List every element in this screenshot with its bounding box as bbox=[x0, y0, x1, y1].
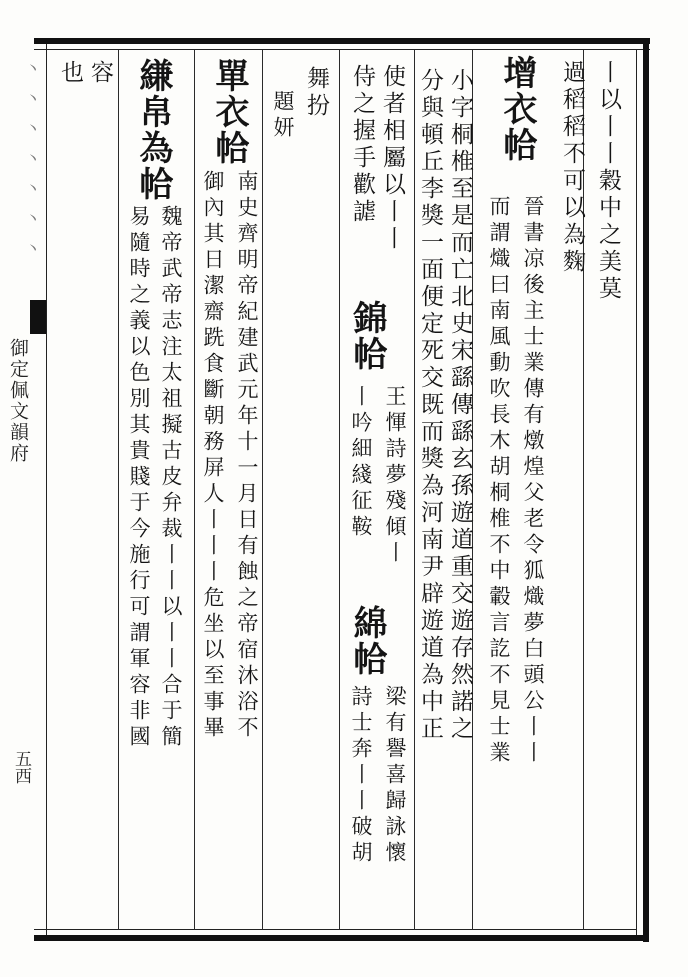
book-title: 御定佩文韻府 bbox=[7, 338, 29, 464]
text-column-5: 小字桐椎至是而亡北史宋繇傳繇玄孫遊道重交遊存然諾之 bbox=[447, 68, 473, 743]
frame-right-border bbox=[643, 38, 649, 942]
text-column-11: 南史齊明帝紀建武元年十一月日有蝕之帝宿沐浴不 bbox=[235, 170, 259, 742]
text-column-1: 丨以丨丨穀中之美莫 bbox=[595, 60, 621, 303]
entry-heading-4: 單衣帢 bbox=[209, 58, 249, 166]
text-column-7: 使者相屬以丨丨 bbox=[379, 64, 405, 253]
text-column-3: 晉書凉後主士業傳有燉煌父老令狐熾夢白頭公丨丨 bbox=[521, 195, 545, 767]
text-column-16: 也 bbox=[57, 60, 83, 87]
column-rule bbox=[414, 50, 415, 930]
text-column-9: 舞扮 bbox=[303, 66, 329, 120]
column-rule bbox=[339, 50, 340, 930]
frame-right-inner bbox=[636, 49, 637, 936]
frame-top-inner bbox=[34, 49, 650, 50]
frame-bottom-inner bbox=[34, 929, 636, 930]
entry-heading-3: 綿帢 bbox=[347, 605, 387, 677]
margin-tick-marks: 丶丶丶丶丶丶丶 bbox=[22, 60, 42, 270]
text-column-13: 魏帝武帝志注太祖擬古皮弁裁丨丨以丨丨合于簡 bbox=[159, 205, 183, 751]
text-column-15: 容 bbox=[87, 60, 113, 87]
text-column-10: 題妍 bbox=[271, 90, 295, 142]
page-number: 五西 bbox=[11, 750, 31, 784]
text-column-7b: 王惲詩夢殘傾丨 bbox=[383, 385, 407, 567]
column-rule bbox=[118, 50, 119, 930]
column-rule bbox=[194, 50, 195, 930]
fishtail-mark bbox=[30, 300, 46, 334]
text-column-8c: 詩士奔丨丨破胡 bbox=[349, 685, 373, 867]
text-column-12: 御內其日潔齋跣食斷朝務屏人丨丨丨危坐以至事畢 bbox=[201, 170, 225, 742]
text-column-14: 易隨時之義以色別其貴賤于今施行可謂軍容非國 bbox=[127, 205, 151, 751]
text-column-8: 侍之握手歡謔 bbox=[349, 64, 375, 226]
text-column-2: 過稻稻不可以為麴 bbox=[559, 60, 585, 276]
text-column-4: 而謂熾曰南風動吹長木胡桐椎不中轂言訖不見士業 bbox=[487, 195, 511, 767]
entry-heading-5: 縑帛為帢 bbox=[133, 58, 173, 202]
text-column-8b: 丨吟細綫征鞍 bbox=[349, 385, 373, 541]
text-column-7c: 梁有譽喜歸詠懷 bbox=[383, 685, 407, 867]
column-rule bbox=[262, 50, 263, 930]
text-column-6: 分與頓丘李獎一面便定死交既而獎為河南尹辟遊道為中正 bbox=[417, 68, 443, 743]
frame-top-border bbox=[34, 38, 650, 44]
entry-heading-2: 錦帢 bbox=[347, 300, 387, 372]
frame-bottom-border bbox=[34, 935, 649, 941]
entry-heading-1: 增衣帢 bbox=[497, 55, 537, 163]
